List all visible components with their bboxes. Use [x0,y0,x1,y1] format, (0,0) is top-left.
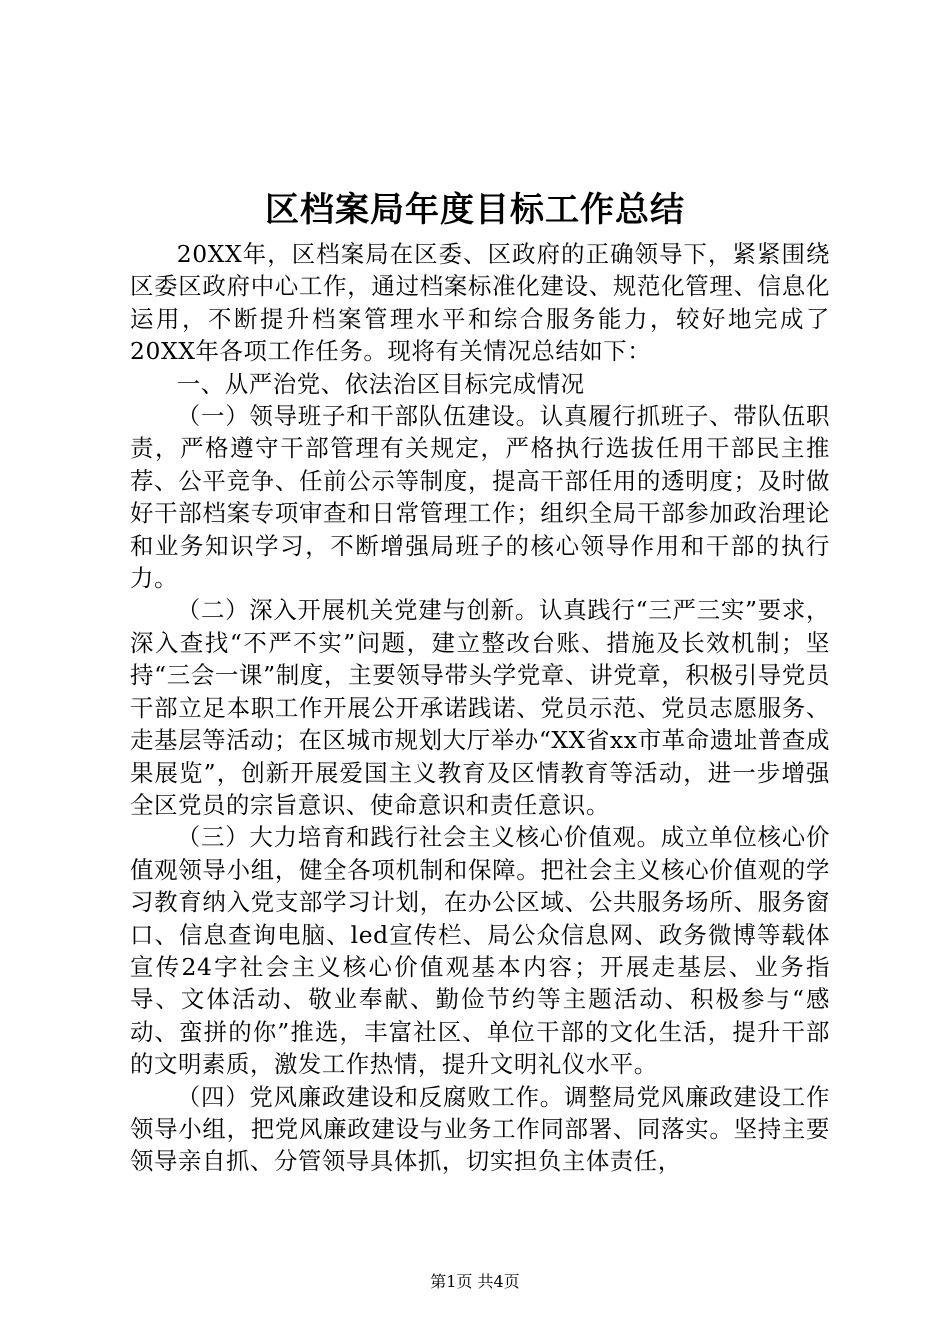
body-paragraph: （三）大力培育和践行社会主义核心价值观。成立单位核心价值观领导小组，健全各项机制和保障。把社会主义核心价值观的学习教育纳入党支部学习计划，在办公区域、公共服务场所、服务窗口、信息查询电脑、led宣传栏、局公众信息网、政务微博等载体宣传24字社会主义核心价值观基本内容；开展走基层、业务指导、文体活动、敬业奉献、勤俭节约等主题活动、积极参与“感动、蛮拼的你”推选，丰富社区、单位干部的文化生活，提升干部的文明素质，激发工作热情，提升文明礼仪水平。 [130,823,830,1079]
document-title: 区档案局年度目标工作总结 [265,190,685,230]
section-heading: 一、从严治党、依法治区目标完成情况 [176,369,585,398]
page-footer: 第1页 共4页 [430,1272,520,1291]
body-paragraph: （一）领导班子和干部队伍建设。认真履行抓班子、带队伍职责，严格遵守干部管理有关规定，严格执行选拔任用干部民主推荐、公平竞争、任前公示等制度，提高干部任用的透明度；及时做好干部档案专项审查和日常管理工作；组织全局干部参加政治理论和业务知识学习，不断增强局班子的核心领导作用和干部的执行力。 [130,402,830,593]
body-paragraph: （四）党风廉政建设和反腐败工作。调整局党风廉政建设工作领导小组，把党风廉政建设与业务工作同部署、同落实。坚持主要领导亲自抓、分管领导具体抓，切实担负主体责任， [130,1082,830,1176]
document-body [130,238,830,1178]
body-paragraph: （二）深入开展机关党建与创新。认真践行“三严三实”要求，深入查找“不严不实”问题，建立整改台账、措施及长效机制；坚持“三会一课”制度，主要领导带头学党章、讲党章，积极引导党员干部立足本职工作开展公开承诺践诺、党员示范、党员志愿服务、走基层等活动；在区城市规划大厅举办“XX省xx市革命遗址普查成果展览”，创新开展爱国主义教育及区情教育等活动，进一步增强全区党员的宗旨意识、使命意识和责任意识。 [130,596,830,819]
intro-paragraph: 20XX年，区档案局在区委、区政府的正确领导下，紧紧围绕区委区政府中心工作，通过档案标准化建设、规范化管理、信息化运用，不断提升档案管理水平和综合服务能力，较好地完成了20XX年各项工作任务。现将有关情况总结如下： [130,240,830,366]
